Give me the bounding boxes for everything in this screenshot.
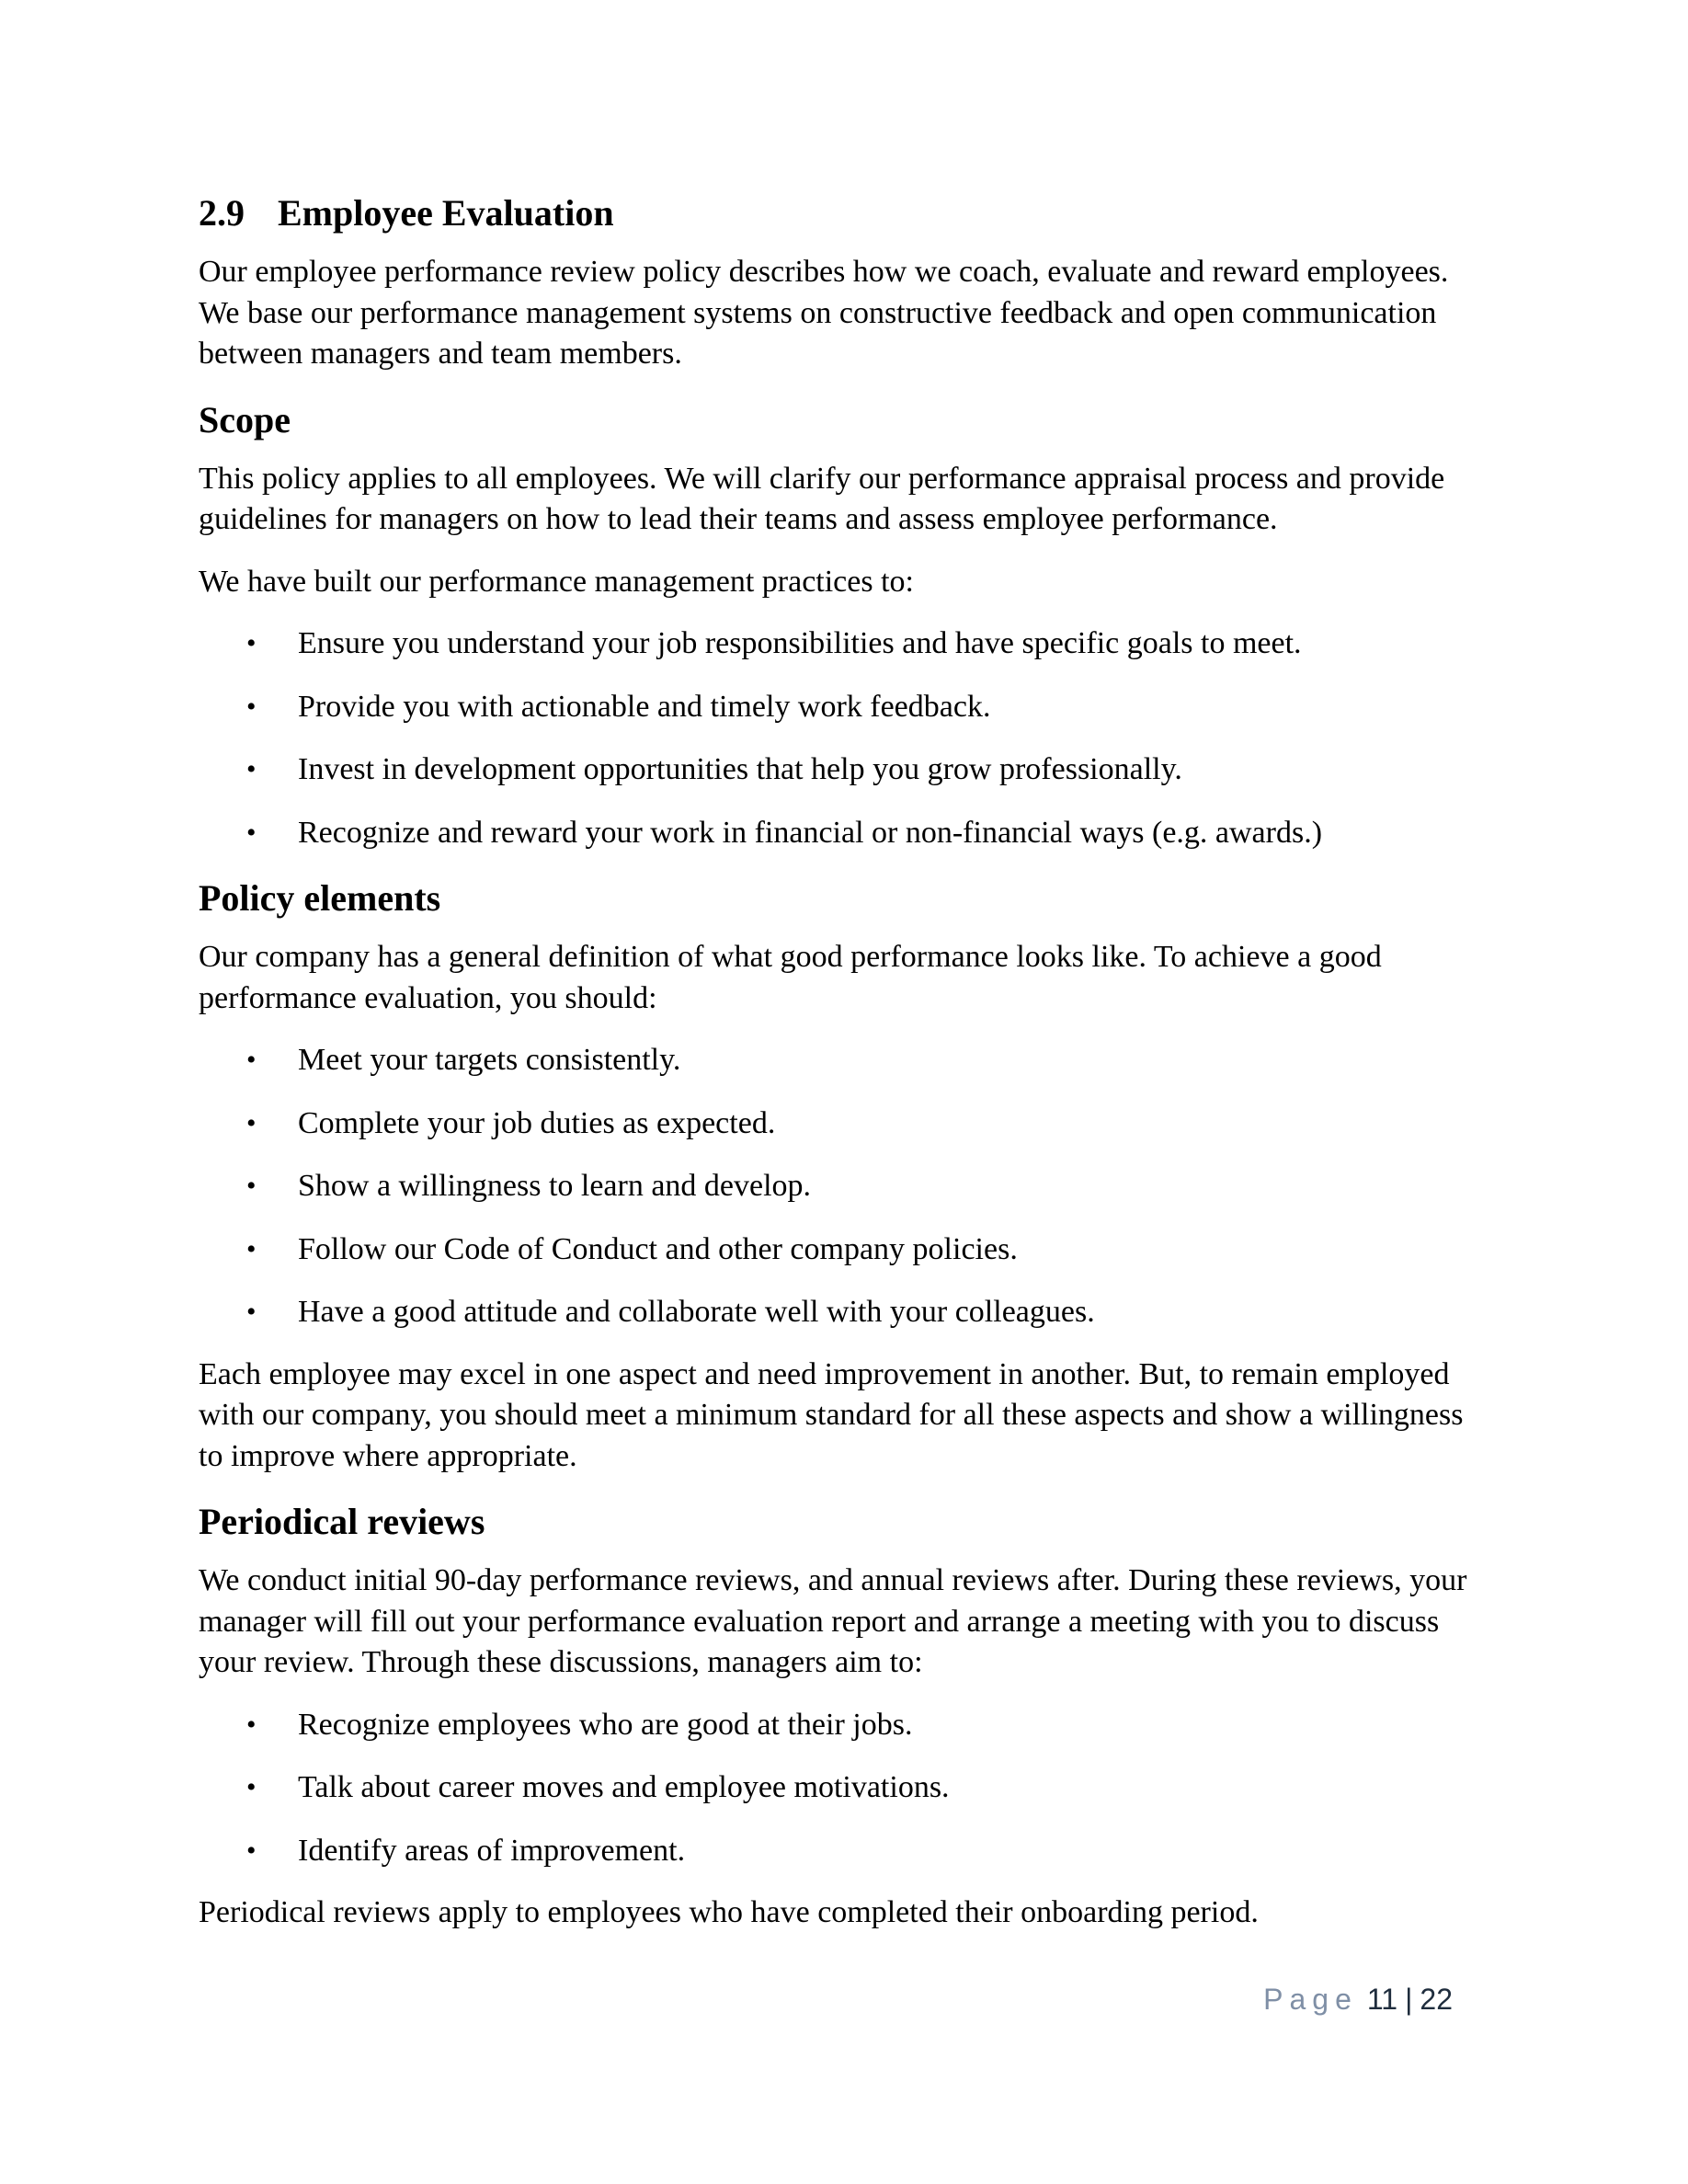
list-item-text: Complete your job duties as expected. <box>298 1105 776 1140</box>
policy-elements-closing: Each employee may excel in one aspect and need improvement in another. But, to remain employed with our company, you should meet a minimum standard for all these aspects and show a willingness to improve where appropriate. <box>199 1356 1464 1473</box>
list-item <box>199 1166 1486 1207</box>
policy-elements-heading: Policy elements <box>199 877 441 919</box>
list-item <box>199 1040 1486 1081</box>
bullet-icon: • <box>246 691 257 722</box>
list-item-text: Provide you with actionable and timely work feedback. <box>298 689 991 724</box>
list-item <box>199 749 1486 791</box>
bullet-icon: • <box>246 1709 257 1740</box>
list-item-text: Ensure you understand your job responsibilities and have specific goals to meet. <box>298 626 1302 660</box>
list-item-text: Follow our Code of Conduct and other company policies. <box>298 1231 1018 1266</box>
list-item <box>199 1831 1486 1872</box>
page-footer <box>1263 1981 1453 2018</box>
list-item <box>199 1103 1486 1145</box>
bullet-icon: • <box>246 1233 257 1264</box>
page-label: Page <box>1263 1983 1358 2016</box>
periodical-reviews-intro: We conduct initial 90-day performance reviews, and annual reviews after. During these reviews, your manager will fill out your performance evaluation report and arrange a meeting with you to discuss your review. Through these discussions, managers aim to: <box>199 1563 1467 1679</box>
scope-heading: Scope <box>199 398 291 440</box>
bullet-icon: • <box>246 1835 257 1866</box>
list-item-text: Show a willingness to learn and develop. <box>298 1169 812 1203</box>
policy-elements-intro: Our company has a general definition of what good performance looks like. To achieve a good performance evaluation, you should: <box>199 940 1382 1015</box>
bullet-icon: • <box>246 1297 257 1327</box>
current-page-number: 11 <box>1366 1983 1398 2016</box>
bullet-icon: • <box>246 1772 257 1802</box>
page-separator: | <box>1405 1983 1413 2016</box>
periodical-reviews-closing: Periodical reviews apply to employees who have completed their onboarding period. <box>199 1895 1259 1929</box>
list-item-text: Have a good attitude and collaborate well with your colleagues. <box>298 1295 1095 1329</box>
list-item <box>199 623 1486 665</box>
page-content <box>199 189 1486 1955</box>
list-item <box>199 687 1486 728</box>
scope-bullet-list <box>199 623 1486 853</box>
bullet-icon: • <box>246 1171 257 1201</box>
intro-paragraph: Our employee performance review policy describes how we coach, evaluate and reward employees. We base our performance management systems on constructive feedback and open communication between managers and team members. <box>199 255 1449 371</box>
list-item <box>199 1767 1486 1809</box>
section-number: 2.9 <box>199 192 245 234</box>
policy-elements-bullet-list <box>199 1040 1486 1333</box>
bullet-icon: • <box>246 628 257 658</box>
section-title: Employee Evaluation <box>278 192 614 234</box>
list-item-text: Recognize employees who are good at their jobs. <box>298 1707 913 1742</box>
bullet-icon: • <box>246 1045 257 1075</box>
list-item-text: Recognize and reward your work in financial or non-financial ways (e.g. awards.) <box>298 815 1323 850</box>
section-heading <box>199 189 1486 237</box>
scope-lead-in: We have built our performance management practices to: <box>199 564 914 599</box>
list-item <box>199 1229 1486 1271</box>
list-item-text: Talk about career moves and employee motivations. <box>298 1770 950 1804</box>
periodical-reviews-heading: Periodical reviews <box>199 1501 485 1542</box>
list-item <box>199 1705 1486 1746</box>
bullet-icon: • <box>246 754 257 784</box>
total-pages: 22 <box>1420 1983 1453 2016</box>
bullet-icon: • <box>246 1107 257 1138</box>
list-item-text: Invest in development opportunities that help you grow professionally. <box>298 752 1182 786</box>
scope-paragraph: This policy applies to all employees. We will clarify our performance appraisal process and provide guidelines for managers on how to lead their teams and assess employee performance. <box>199 461 1445 536</box>
list-item <box>199 813 1486 854</box>
list-item <box>199 1292 1486 1333</box>
periodical-reviews-bullet-list <box>199 1705 1486 1872</box>
list-item-text: Meet your targets consistently. <box>298 1043 681 1077</box>
bullet-icon: • <box>246 817 257 848</box>
list-item-text: Identify areas of improvement. <box>298 1833 686 1868</box>
